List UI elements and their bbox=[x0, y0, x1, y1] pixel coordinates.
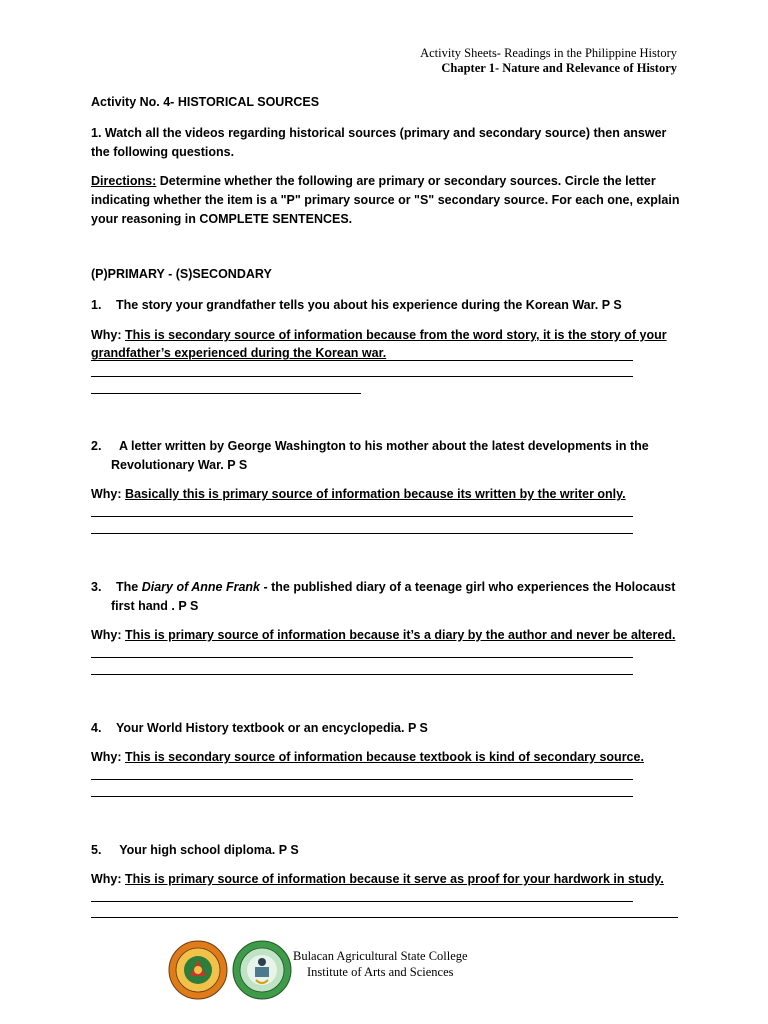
answer-line bbox=[91, 533, 633, 534]
question-item-4 bbox=[91, 719, 681, 738]
directions-text: Determine whether the following are primary or secondary sources. Circle the letter indicating whether the item is a "P" primary source or "S" secondary source. For each one, explain your reasoning in COMPLETE SENTENCES. bbox=[91, 174, 680, 226]
answer-text: This is primary source of information because it’s a diary by the author and never be altered. bbox=[125, 628, 676, 642]
answer-line bbox=[91, 779, 633, 780]
item-text: - the published diary of a teenage girl who experiences the Holocaust bbox=[260, 580, 676, 594]
directions bbox=[91, 172, 681, 229]
why-label: Why: bbox=[91, 872, 122, 886]
college-seal-icon bbox=[168, 940, 228, 1000]
answer-line bbox=[91, 657, 633, 658]
footer-institution bbox=[293, 948, 468, 980]
why-label: Why: bbox=[91, 750, 122, 764]
item-text-title: Diary of Anne Frank bbox=[141, 580, 261, 594]
header-line2: Chapter 1- Nature and Relevance of History bbox=[441, 61, 677, 75]
answer-text: This is secondary source of information because textbook is kind of secondary source. bbox=[125, 750, 644, 764]
directions-label: Directions: bbox=[91, 174, 157, 188]
item-text-cont: first hand . P S bbox=[111, 599, 199, 613]
why-label: Why: bbox=[91, 487, 122, 501]
answer-4 bbox=[91, 748, 644, 766]
source-legend: (P)PRIMARY - (S)SECONDARY bbox=[91, 267, 272, 281]
activity-title: Activity No. 4- HISTORICAL SOURCES bbox=[91, 95, 320, 109]
header-line1: Activity Sheets- Readings in the Philippine History bbox=[420, 46, 677, 60]
item-number: 1. bbox=[91, 298, 102, 312]
answer-line bbox=[91, 674, 633, 675]
question-item-5 bbox=[91, 841, 681, 860]
answer-line bbox=[91, 516, 633, 517]
question-item-3 bbox=[91, 578, 681, 616]
answer-1 bbox=[91, 326, 667, 344]
item-text: The story your grandfather tells you about his experience during the Korean War. P S bbox=[116, 298, 622, 312]
item-text-cont: Revolutionary War. P S bbox=[111, 458, 248, 472]
item-number: 3. bbox=[91, 580, 102, 594]
institute-seal-icon bbox=[232, 940, 292, 1000]
answer-line bbox=[91, 796, 633, 797]
answer-line bbox=[91, 393, 361, 394]
footer-line2: Institute of Arts and Sciences bbox=[307, 965, 454, 979]
item-number: 4. bbox=[91, 721, 102, 735]
answer-line bbox=[91, 901, 633, 902]
item-number: 2. bbox=[91, 439, 102, 453]
question-item-2 bbox=[91, 437, 681, 475]
item-text: A letter written by George Washington to his mother about the latest developments in the bbox=[116, 439, 649, 453]
answer-5 bbox=[91, 870, 664, 888]
answer-line bbox=[91, 376, 633, 377]
question-item-1 bbox=[91, 296, 681, 315]
item-text: Your World History textbook or an encyclopedia. P S bbox=[116, 721, 428, 735]
why-label: Why: bbox=[91, 328, 122, 342]
item-text: Your high school diploma. P S bbox=[116, 843, 299, 857]
answer-line bbox=[91, 917, 678, 918]
answer-line bbox=[91, 360, 633, 361]
answer-text: Basically this is primary source of information because its written by the writer only. bbox=[125, 487, 626, 501]
footer-line1: Bulacan Agricultural State College bbox=[293, 949, 468, 963]
answer-1-cont: grandfather’s experienced during the Korean war. bbox=[91, 346, 387, 360]
instruction: 1. Watch all the videos regarding historical sources (primary and secondary source) then answer the following questions. bbox=[91, 126, 667, 159]
why-label: Why: bbox=[91, 628, 122, 642]
answer-text: This is primary source of information because it serve as proof for your hardwork in study. bbox=[125, 872, 664, 886]
answer-text: This is secondary source of information because from the word story, it is the story of your bbox=[125, 328, 667, 342]
answer-2 bbox=[91, 485, 626, 503]
answer-3 bbox=[91, 626, 675, 644]
item-text: The bbox=[116, 580, 142, 594]
item-number: 5. bbox=[91, 843, 102, 857]
